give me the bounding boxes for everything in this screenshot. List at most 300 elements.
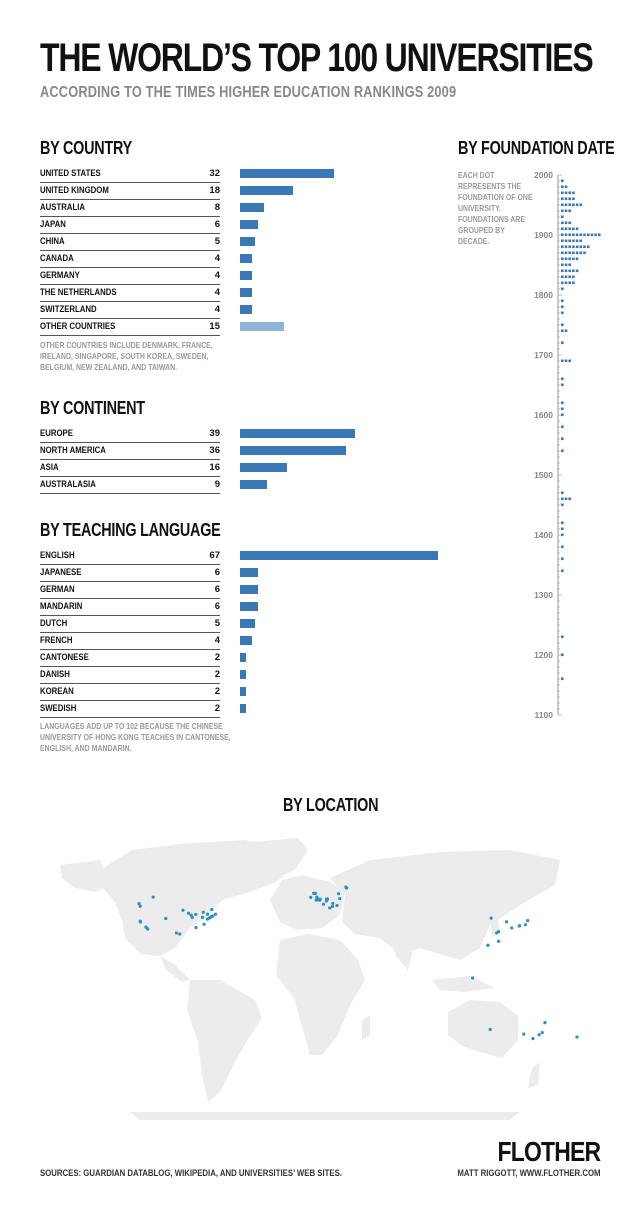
foundation-dot (568, 360, 571, 363)
bar-value: 4 (214, 304, 220, 315)
bar-row (40, 234, 448, 251)
page-subtitle: ACCORDING TO THE TIMES HIGHER EDUCATION RANKINGS 2009 (40, 84, 457, 101)
new-zealand (528, 1062, 540, 1088)
bar-value: 2 (214, 652, 220, 663)
bar-value: 32 (209, 168, 220, 179)
foundation-dot (576, 270, 579, 273)
bar-label: AUSTRALASIA (40, 479, 96, 490)
foundation-dot (576, 204, 579, 207)
foundation-dot (561, 342, 564, 345)
university-dot (201, 916, 204, 919)
university-dot (175, 931, 178, 934)
foundation-dot (572, 198, 575, 201)
foundation-dot (565, 276, 568, 279)
row-divider (40, 717, 220, 718)
university-dot (337, 892, 340, 895)
university-dot (526, 919, 529, 922)
bar (240, 568, 258, 577)
foundation-dot (572, 204, 575, 207)
foundation-dot (572, 234, 575, 237)
central-america (160, 956, 190, 982)
university-dot (315, 899, 318, 902)
foundation-dot (561, 522, 564, 525)
bar-row (40, 548, 448, 565)
bar-value: 4 (214, 270, 220, 281)
section-title-country: BY COUNTRY (40, 138, 133, 158)
foundation-dot (580, 246, 583, 249)
university-dot (187, 912, 190, 915)
page-title: THE WORLD’S TOP 100 UNIVERSITIES (40, 36, 593, 80)
row-divider (40, 493, 220, 494)
university-dot (490, 917, 493, 920)
university-dot (202, 923, 205, 926)
bar-row (40, 667, 448, 684)
foundation-dot (561, 546, 564, 549)
bar-label: SWEDISH (40, 703, 77, 714)
bar-label: ASIA (40, 462, 59, 473)
foundation-dot (568, 264, 571, 267)
foundation-dot (565, 240, 568, 243)
bar (240, 585, 258, 594)
foundation-dot (561, 204, 564, 207)
asia-landmass (330, 850, 560, 960)
foundation-dot (565, 204, 568, 207)
university-dot (211, 914, 214, 917)
foundation-dot (561, 234, 564, 237)
university-dot (202, 911, 205, 914)
university-dot (331, 902, 334, 905)
foundation-dot (568, 198, 571, 201)
foundation-dot (561, 330, 564, 333)
university-dot (194, 913, 197, 916)
university-dot (328, 906, 331, 909)
bar-value: 8 (214, 202, 220, 213)
timeline-tick-label: 1200 (534, 650, 553, 660)
university-dot (344, 886, 347, 889)
foundation-dot (580, 234, 583, 237)
alaska (60, 860, 110, 892)
foundation-dot (561, 300, 564, 303)
bar-row (40, 251, 448, 268)
university-dot (214, 913, 217, 916)
foundation-dot (565, 228, 568, 231)
bar (240, 203, 264, 212)
bar-row (40, 285, 448, 302)
bar-row (40, 477, 448, 494)
bar-label: AUSTRALIA (40, 202, 86, 213)
bar (240, 653, 246, 662)
bar-value: 6 (214, 584, 220, 595)
bar-value: 5 (214, 236, 220, 247)
foundation-dot (583, 246, 586, 249)
foundation-dot (568, 270, 571, 273)
university-dot (178, 932, 181, 935)
foundation-dot (565, 330, 568, 333)
foundation-dot (561, 450, 564, 453)
foundation-dot (565, 252, 568, 255)
bar-label: JAPAN (40, 219, 66, 230)
university-dot (510, 926, 513, 929)
country-note: OTHER COUNTRIES INCLUDE DENMARK, FRANCE, IRELAND, SINGAPORE, SOUTH KOREA, SWEDEN, BELGIUM, NEW ZEALAND, AND TAIWAN. (40, 340, 213, 372)
foundation-dot (576, 258, 579, 261)
foundation-dot (576, 246, 579, 249)
foundation-dot (561, 252, 564, 255)
foundation-dot (561, 258, 564, 261)
university-dot (335, 904, 338, 907)
university-dot (206, 917, 209, 920)
bar-value: 18 (209, 185, 220, 196)
bar-value: 15 (209, 321, 220, 332)
foundation-dot (561, 558, 564, 561)
foundation-dot (568, 276, 571, 279)
foundation-dot (572, 228, 575, 231)
foundation-dot (561, 492, 564, 495)
foundation-dot (561, 426, 564, 429)
bar (240, 551, 438, 560)
section-title-language: BY TEACHING LANGUAGE (40, 520, 221, 540)
university-dot (309, 896, 312, 899)
bar (240, 237, 255, 246)
bar-row (40, 200, 448, 217)
foundation-note: EACH DOT REPRESENTS THE FOUNDATION OF ONE UNIVERSITY. FOUNDATIONS ARE GROUPED BY DECADE. (458, 170, 533, 246)
foundation-dot (561, 276, 564, 279)
timeline-tick-label: 1500 (534, 470, 553, 480)
bar-row (40, 217, 448, 234)
foundation-dot (587, 246, 590, 249)
foundation-dot (561, 324, 564, 327)
bar-row (40, 183, 448, 200)
section-title-continent: BY CONTINENT (40, 398, 145, 418)
foundation-dot (576, 228, 579, 231)
university-dot (331, 905, 334, 908)
foundation-dot (561, 282, 564, 285)
university-dot (522, 1032, 525, 1035)
bar-label: KOREAN (40, 686, 74, 697)
bar-label: GERMAN (40, 584, 75, 595)
bar (240, 480, 267, 489)
foundation-dot (565, 264, 568, 267)
foundation-dot (591, 234, 594, 237)
bar-label: SWITZERLAND (40, 304, 97, 315)
bar-value: 4 (214, 253, 220, 264)
foundation-dot (568, 228, 571, 231)
foundation-dot (594, 234, 597, 237)
india (390, 938, 415, 970)
foundation-dot (568, 240, 571, 243)
university-dot (210, 908, 213, 911)
bar-value: 5 (214, 618, 220, 629)
bar-label: CANADA (40, 253, 74, 264)
university-dot (191, 916, 194, 919)
foundation-dot (561, 306, 564, 309)
foundation-dot (572, 240, 575, 243)
foundation-dot (583, 234, 586, 237)
bar-value: 67 (209, 550, 220, 561)
university-dot (322, 903, 325, 906)
foundation-dot (580, 240, 583, 243)
foundation-dot (568, 258, 571, 261)
foundation-dot (561, 528, 564, 531)
bar-value: 4 (214, 635, 220, 646)
australia-landmass (448, 1000, 518, 1058)
foundation-dot (598, 234, 601, 237)
university-dot (471, 976, 474, 979)
bar-label: MANDARIN (40, 601, 83, 612)
foundation-dot (565, 246, 568, 249)
bar-row (40, 319, 448, 336)
foundation-dot (561, 384, 564, 387)
language-note: LANGUAGES ADD UP TO 102 BECAUSE THE CHINESE UNIVERSITY OF HONG KONG TEACHES IN CANTONESE, ENGLISH, AND MANDARIN. (40, 721, 231, 753)
university-dot (338, 897, 341, 900)
foundation-dot (561, 414, 564, 417)
bar-label: UNITED STATES (40, 168, 101, 179)
university-dot (146, 927, 149, 930)
bar-value: 6 (214, 567, 220, 578)
foundation-dot (565, 210, 568, 213)
foundation-dot (568, 222, 571, 225)
bar-value: 36 (209, 445, 220, 456)
foundation-dot (572, 258, 575, 261)
section-title-foundation: BY FOUNDATION DATE (458, 138, 615, 158)
university-dot (489, 1028, 492, 1031)
bar-row (40, 701, 448, 718)
university-dot (575, 1035, 578, 1038)
bar-row (40, 599, 448, 616)
foundation-dot (561, 402, 564, 405)
bar-value: 39 (209, 428, 220, 439)
bar-label: EUROPE (40, 428, 73, 439)
timeline-tick-label: 2000 (534, 170, 553, 180)
foundation-dot (561, 264, 564, 267)
bar-row (40, 443, 448, 460)
bar-label: JAPANESE (40, 567, 82, 578)
bar-row (40, 633, 448, 650)
bar-label: CANTONESE (40, 652, 89, 663)
bar (240, 271, 252, 280)
bar-value: 6 (214, 219, 220, 230)
foundation-dot (576, 240, 579, 243)
bar-row (40, 582, 448, 599)
foundation-dot (561, 198, 564, 201)
foundation-timeline (530, 165, 630, 725)
foundation-dot (561, 270, 564, 273)
university-dot (152, 895, 155, 898)
bar-label: GERMANY (40, 270, 80, 281)
university-dot (538, 1033, 541, 1036)
foundation-dot (565, 222, 568, 225)
bar (240, 619, 255, 628)
university-dot (164, 917, 167, 920)
foundation-dot (580, 204, 583, 207)
foundation-dot (568, 192, 571, 195)
foundation-dot (572, 282, 575, 285)
section-title-location: BY LOCATION (283, 795, 379, 815)
foundation-dot (561, 288, 564, 291)
timeline-tick-label: 1800 (534, 290, 553, 300)
bar (240, 305, 252, 314)
foundation-dot (561, 654, 564, 657)
university-dot (139, 905, 142, 908)
timeline-tick-label: 1600 (534, 410, 553, 420)
foundation-dot (572, 192, 575, 195)
foundation-dot (561, 180, 564, 183)
credit-link[interactable]: MATT RIGGOTT, WWW.FLOTHER.COM (456, 1168, 600, 1179)
foundation-dot (561, 360, 564, 363)
bar (240, 288, 252, 297)
bar-row (40, 426, 448, 443)
south-america-landmass (187, 980, 262, 1102)
foundation-dot (561, 570, 564, 573)
university-dot (518, 924, 521, 927)
bar-label: DUTCH (40, 618, 68, 629)
foundation-dot (580, 252, 583, 255)
university-dot (497, 940, 500, 943)
foundation-dot (561, 636, 564, 639)
antarctica (130, 1112, 520, 1120)
bar (240, 429, 355, 438)
foundation-dot (565, 198, 568, 201)
bar-value: 16 (209, 462, 220, 473)
foundation-dot (587, 234, 590, 237)
university-dot (139, 920, 142, 923)
bar-row (40, 684, 448, 701)
university-dot (495, 931, 498, 934)
foundation-dot (561, 438, 564, 441)
foundation-dot (568, 210, 571, 213)
map-land (60, 838, 560, 1120)
university-dot (524, 923, 527, 926)
bar-value: 2 (214, 703, 220, 714)
bar (240, 670, 246, 679)
bar-label: DANISH (40, 669, 70, 680)
timeline-tick-label: 1400 (534, 530, 553, 540)
foundation-dot (561, 498, 564, 501)
foundation-dot (561, 534, 564, 537)
university-dot (194, 926, 197, 929)
foundation-dot (561, 216, 564, 219)
bar (240, 186, 293, 195)
madagascar (362, 1015, 370, 1040)
bar-value: 9 (214, 479, 220, 490)
timeline-tick-label: 1900 (534, 230, 553, 240)
bar-row (40, 650, 448, 667)
foundation-dot (583, 252, 586, 255)
foundation-dot (565, 234, 568, 237)
africa-landmass (276, 934, 365, 1055)
bar-row (40, 302, 448, 319)
bar-label: NORTH AMERICA (40, 445, 106, 456)
timeline-tick-label: 1100 (534, 710, 553, 720)
foundation-dot (561, 504, 564, 507)
university-dot (543, 1021, 546, 1024)
foundation-dot (561, 378, 564, 381)
bar-value: 4 (214, 287, 220, 298)
foundation-dot (561, 186, 564, 189)
bar-label: THE NETHERLANDS (40, 287, 117, 298)
bar-row (40, 166, 448, 183)
bar-label: ENGLISH (40, 550, 75, 561)
foundation-dot (572, 252, 575, 255)
bar-label: CHINA (40, 236, 65, 247)
bar-label: UNITED KINGDOM (40, 185, 109, 196)
foundation-dot (565, 186, 568, 189)
sources-note: SOURCES: GUARDIAN DATABLOG, WIKIPEDIA, AND UNIVERSITIES’ WEB SITES. (40, 1168, 342, 1179)
timeline-tick-label: 1700 (534, 350, 553, 360)
foundation-dot (576, 252, 579, 255)
bar (240, 322, 284, 331)
foundation-dot (561, 678, 564, 681)
foundation-dot (572, 270, 575, 273)
foundation-dot (561, 192, 564, 195)
foundation-dot (561, 228, 564, 231)
bar (240, 463, 287, 472)
foundation-dot (565, 270, 568, 273)
bar-label: OTHER COUNTRIES (40, 321, 116, 332)
foundation-dot (565, 282, 568, 285)
university-dot (486, 944, 489, 947)
world-map (40, 830, 600, 1120)
bar (240, 602, 258, 611)
foundation-dot (568, 246, 571, 249)
foundation-dot (568, 498, 571, 501)
foundation-dot (565, 360, 568, 363)
bar-value: 6 (214, 601, 220, 612)
bar (240, 687, 246, 696)
bar-row (40, 616, 448, 633)
university-dot (541, 1031, 544, 1034)
bar-value: 2 (214, 669, 220, 680)
bar (240, 636, 252, 645)
university-dot (312, 892, 315, 895)
university-dot (181, 909, 184, 912)
foundation-dot (572, 276, 575, 279)
timeline-tick-label: 1300 (534, 590, 553, 600)
foundation-dot (568, 282, 571, 285)
university-dot (531, 1037, 534, 1040)
bar-label: FRENCH (40, 635, 73, 646)
foundation-dot (561, 312, 564, 315)
foundation-dot (568, 234, 571, 237)
bar-row (40, 268, 448, 285)
foundation-dot (561, 210, 564, 213)
bar (240, 220, 258, 229)
bar-row (40, 460, 448, 477)
foundation-dot (561, 240, 564, 243)
row-divider (40, 335, 220, 336)
university-dot (325, 899, 328, 902)
foundation-dot (561, 408, 564, 411)
bar (240, 254, 252, 263)
bar (240, 704, 246, 713)
foundation-dot (565, 192, 568, 195)
bar-value: 2 (214, 686, 220, 697)
brand-logo: FLOTHER (497, 1136, 600, 1167)
university-dot (505, 920, 508, 923)
foundation-dot (568, 252, 571, 255)
foundation-dot (565, 498, 568, 501)
foundation-dot (576, 234, 579, 237)
foundation-dot (561, 222, 564, 225)
southeast-asia-islands (432, 976, 495, 992)
bar-row (40, 565, 448, 582)
university-dot (318, 899, 321, 902)
bar (240, 169, 334, 178)
foundation-dot (561, 246, 564, 249)
foundation-dot (565, 258, 568, 261)
university-dot (206, 913, 209, 916)
bar (240, 446, 346, 455)
foundation-dot (572, 246, 575, 249)
